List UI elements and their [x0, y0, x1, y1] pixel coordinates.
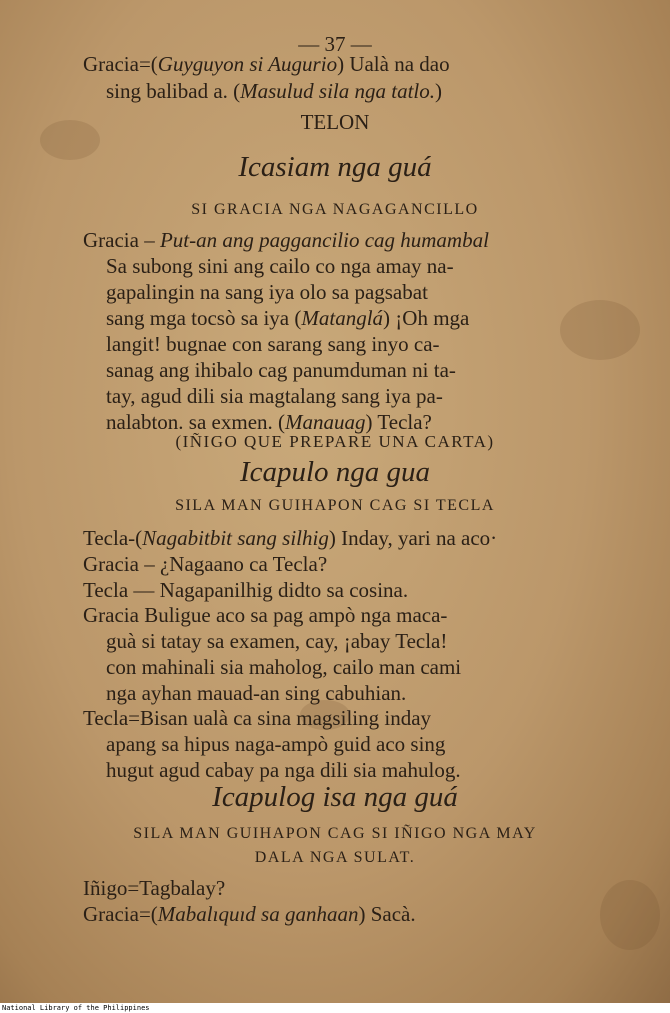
- telon: TELON: [300, 110, 370, 134]
- dialogue-line: gapalingin na sang iya olo sa pagsabat: [106, 280, 428, 304]
- stage-direction: Mabalıquıd sa ganhaan: [157, 902, 359, 926]
- stage-direction: Put-an ang paggancilio cag humambal: [159, 228, 489, 252]
- dialogue-line: hugut agud cabay pa nga dili sia mahulog.: [106, 758, 461, 782]
- speaker: Gracia=(: [83, 52, 158, 76]
- dialogue-line: [83, 902, 670, 926]
- dialogue-line: guà si tatay sa examen, cay, ¡abay Tecla!: [106, 629, 448, 653]
- speaker: Gracia=(: [83, 902, 158, 926]
- scene-heading: Icapulog isa nga guá: [212, 781, 458, 813]
- dialogue-line: Sa subong sini ang cailo co nga amay na-: [106, 254, 454, 278]
- dialogue-text: sing balibad a. (: [106, 79, 241, 103]
- dialogue-line: langit! bugnae con sarang sang inyo ca-: [106, 332, 440, 356]
- footer-credit: National Library of the Philippines: [0, 1004, 670, 1013]
- speaker: Tecla-(: [83, 526, 143, 550]
- stage-direction: Manauag: [285, 410, 366, 434]
- dialogue-line: con mahinali sia maholog, cailo man cami: [106, 655, 462, 679]
- speaker: Gracia –: [83, 228, 160, 252]
- dialogue-text: nalabton. sa exmen. (: [106, 410, 286, 434]
- dialogue-text: ) ¡Oh mga: [383, 306, 470, 330]
- scene-heading: Icapulo nga gua: [239, 456, 431, 488]
- scene-subtitle: SI GRACIA NGA NAGAGANCILLO: [191, 201, 479, 218]
- dialogue-text: ): [435, 79, 442, 103]
- stage-direction: Matanglá: [301, 306, 384, 330]
- dialogue-text: ) Tecla?: [365, 410, 432, 434]
- dialogue-line: apang sa hipus naga-ampò guid aco sing: [106, 732, 446, 756]
- dialogue-line: Gracia – ¿Nagaano ca Tecla?: [83, 552, 328, 576]
- stage-direction: Masulud sila nga tatlo.: [240, 79, 435, 103]
- stage-direction: Guyguyon si Augurio: [157, 52, 338, 76]
- dialogue-line: Gracia Buligue aco sa pag ampò nga maca-: [83, 603, 448, 627]
- scene-subtitle: DALA NGA SULAT.: [254, 849, 416, 866]
- dialogue-line: sanag ang ihibalo cag panumduman ni ta-: [106, 358, 456, 382]
- page-number: — 37 —: [298, 32, 372, 56]
- dialogue-line: [83, 526, 670, 550]
- dialogue-line: [106, 79, 670, 103]
- scene-subtitle: SILA MAN GUIHAPON CAG SI IÑIGO NGA MAY: [133, 825, 537, 842]
- dialogue-line: tay, agud dili sia magtalang sang iya pa-: [106, 384, 443, 408]
- dialogue-text: ) Sacà.: [358, 902, 416, 926]
- dialogue-text: ) Inday, yari na aco·: [328, 526, 498, 550]
- scene-subtitle: SILA MAN GUIHAPON CAG SI TECLA: [175, 497, 495, 514]
- dialogue-line: [83, 228, 670, 252]
- dialogue-line: Iñigo=Tagbalay?: [83, 876, 226, 900]
- scene-heading: Icasiam nga guá: [238, 151, 432, 183]
- stage-direction: Nagabitbit sang silhig: [142, 526, 329, 550]
- dialogue-line: [106, 306, 670, 330]
- stage-direction-caps: (IÑIGO QUE PREPARE UNA CARTA): [175, 432, 495, 451]
- dialogue-line: nga ayhan mauad-an sing cabuhian.: [106, 681, 407, 705]
- dialogue-text: sang mga tocsò sa iya (: [106, 306, 302, 330]
- dialogue-line: Tecla — Nagapanilhig didto sa cosina.: [83, 578, 409, 602]
- dialogue-text: ) Ualà na dao: [337, 52, 450, 76]
- dialogue-line: Tecla=Bisan ualà ca sina magsiling inday: [83, 706, 432, 730]
- dialogue-line: [83, 52, 670, 76]
